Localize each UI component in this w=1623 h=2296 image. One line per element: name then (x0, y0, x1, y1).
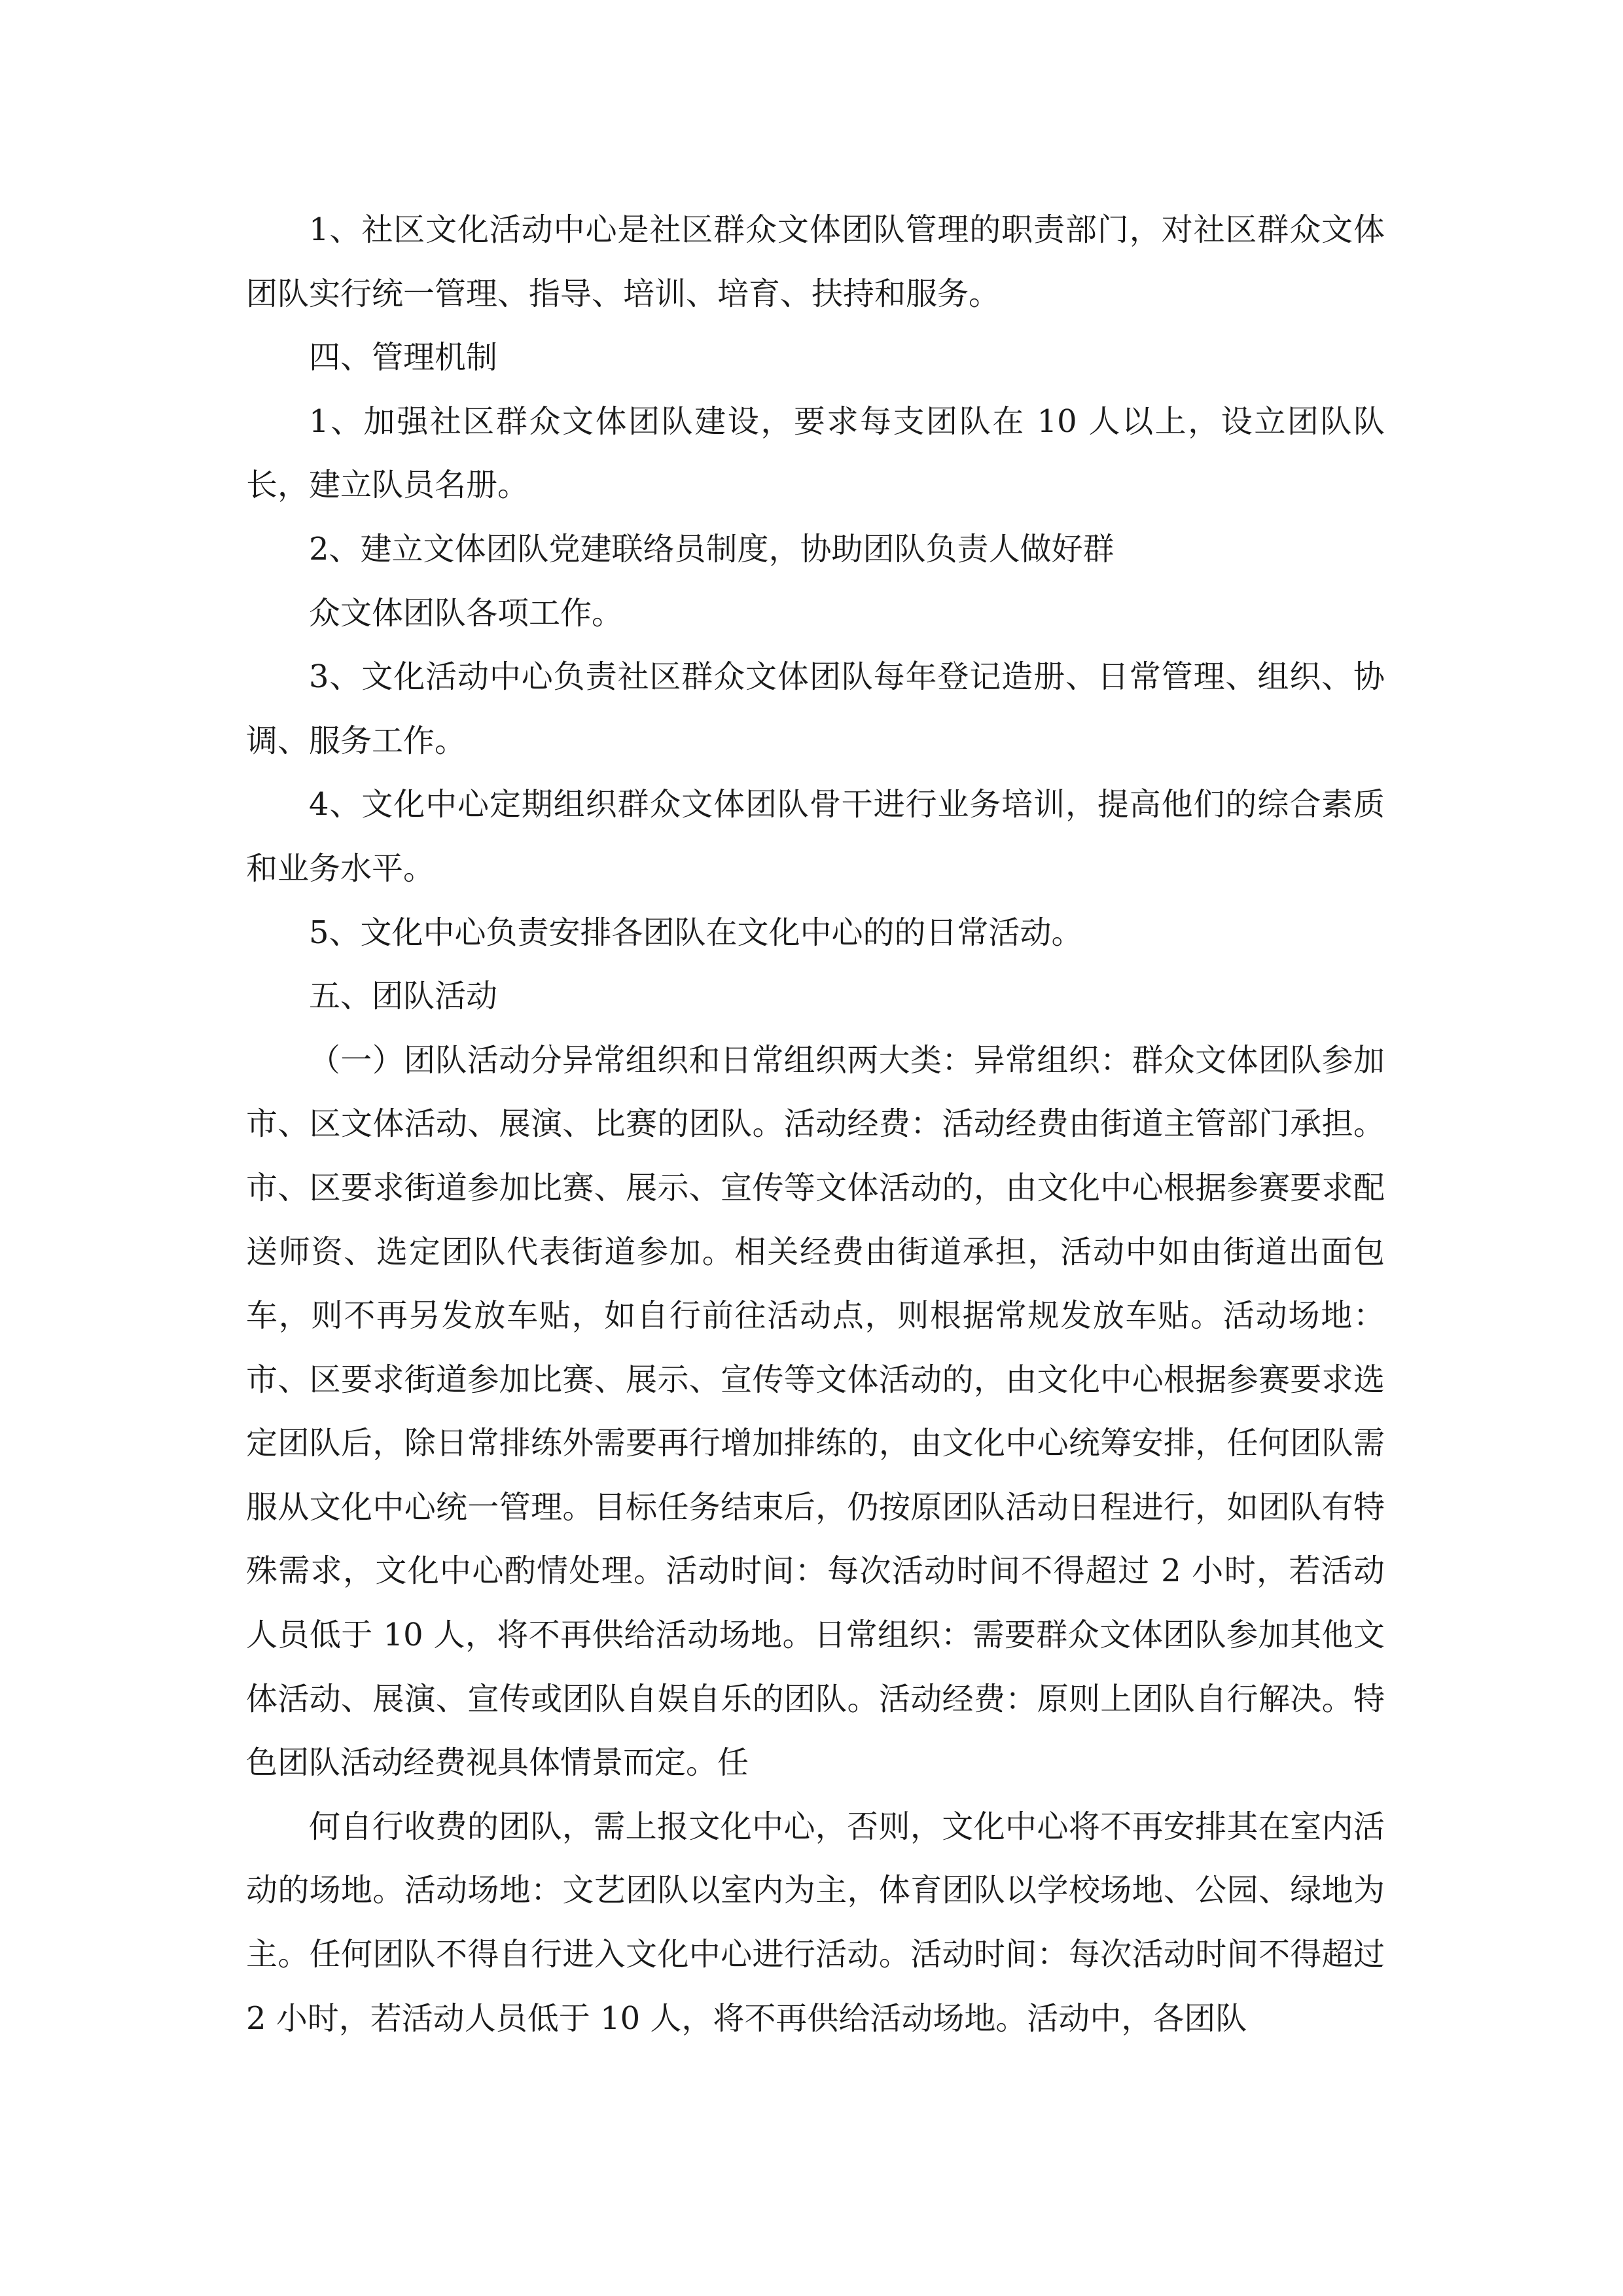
paragraph-team-building: 1、加强社区群众文体团队建设，要求每支团队在 10 人以上，设立团队队长，建立队员名册。 (246, 403, 1385, 504)
paragraph-team-management-responsibility: 1、社区文化活动中心是社区群众文体团队管理的职责部门，对社区群众文体团队实行统一管理、指导、培训、培育、扶持和服务。 (246, 211, 1385, 312)
paragraph-activity-venues: 何自行收费的团队，需上报文化中心，否则，文化中心将不再安排其在室内活动的场地。活动场地：文艺团队以室内为主，体育团队以学校场地、公园、绿地为主。任何团队不得自行进入文化中心进行活动。活动时间：每次活动时间不得超过 2 小时，若活动人员低于 10 人，将不再供给活动场地。活动中，各团队 (246, 1808, 1385, 2037)
paragraph-party-liaison: 2、建立文体团队党建联络员制度，协助团队负责人做好群 (309, 530, 1115, 567)
paragraph-registration: 3、文化活动中心负责社区群众文体团队每年登记造册、日常管理、组织、协调、服务工作。 (246, 658, 1385, 759)
paragraph-training: 4、文化中心定期组织群众文体团队骨干进行业务培训，提高他们的综合素质和业务水平。 (246, 786, 1385, 887)
paragraph-daily-activities: 5、文化中心负责安排各团队在文化中心的的日常活动。 (309, 914, 1083, 951)
heading-team-activities: 五、团队活动 (309, 978, 498, 1015)
heading-management-mechanism: 四、管理机制 (309, 339, 498, 376)
paragraph-activity-categories: （一）团队活动分异常组织和日常组织两大类：异常组织：群众文体团队参加市、区文体活动、展演、比赛的团队。活动经费：活动经费由街道主管部门承担。市、区要求街道参加比赛、展示、宣传等文体活动的，由文化中心根据参赛要求配送师资、选定团队代表街道参加。相关经费由街道承担，活动中如由街道出面包车，则不再另发放车贴，如自行前往活动点，则根据常规发放车贴。活动场地：市、区要求街道参加比赛、展示、宣传等文体活动的，由文化中心根据参赛要求选定团队后，除日常排练外需要再行增加排练的，由文化中心统筹安排，任何团队需服从文化中心统一管理。目标任务结束后，仍按原团队活动日程进行，如团队有特殊需求，文化中心酌情处理。活动时间：每次活动时间不得超过 2 小时，若活动人员低于 10 人，将不再供给活动场地。日常组织：需要群众文体团队参加其他文体活动、展演、宣传或团队自娱自乐的团队。活动经费：原则上团队自行解决。特色团队活动经费视具体情景而定。任 (246, 1041, 1385, 1782)
paragraph-party-liaison-continued: 众文体团队各项工作。 (309, 594, 624, 632)
document-body (246, 198, 1385, 2051)
